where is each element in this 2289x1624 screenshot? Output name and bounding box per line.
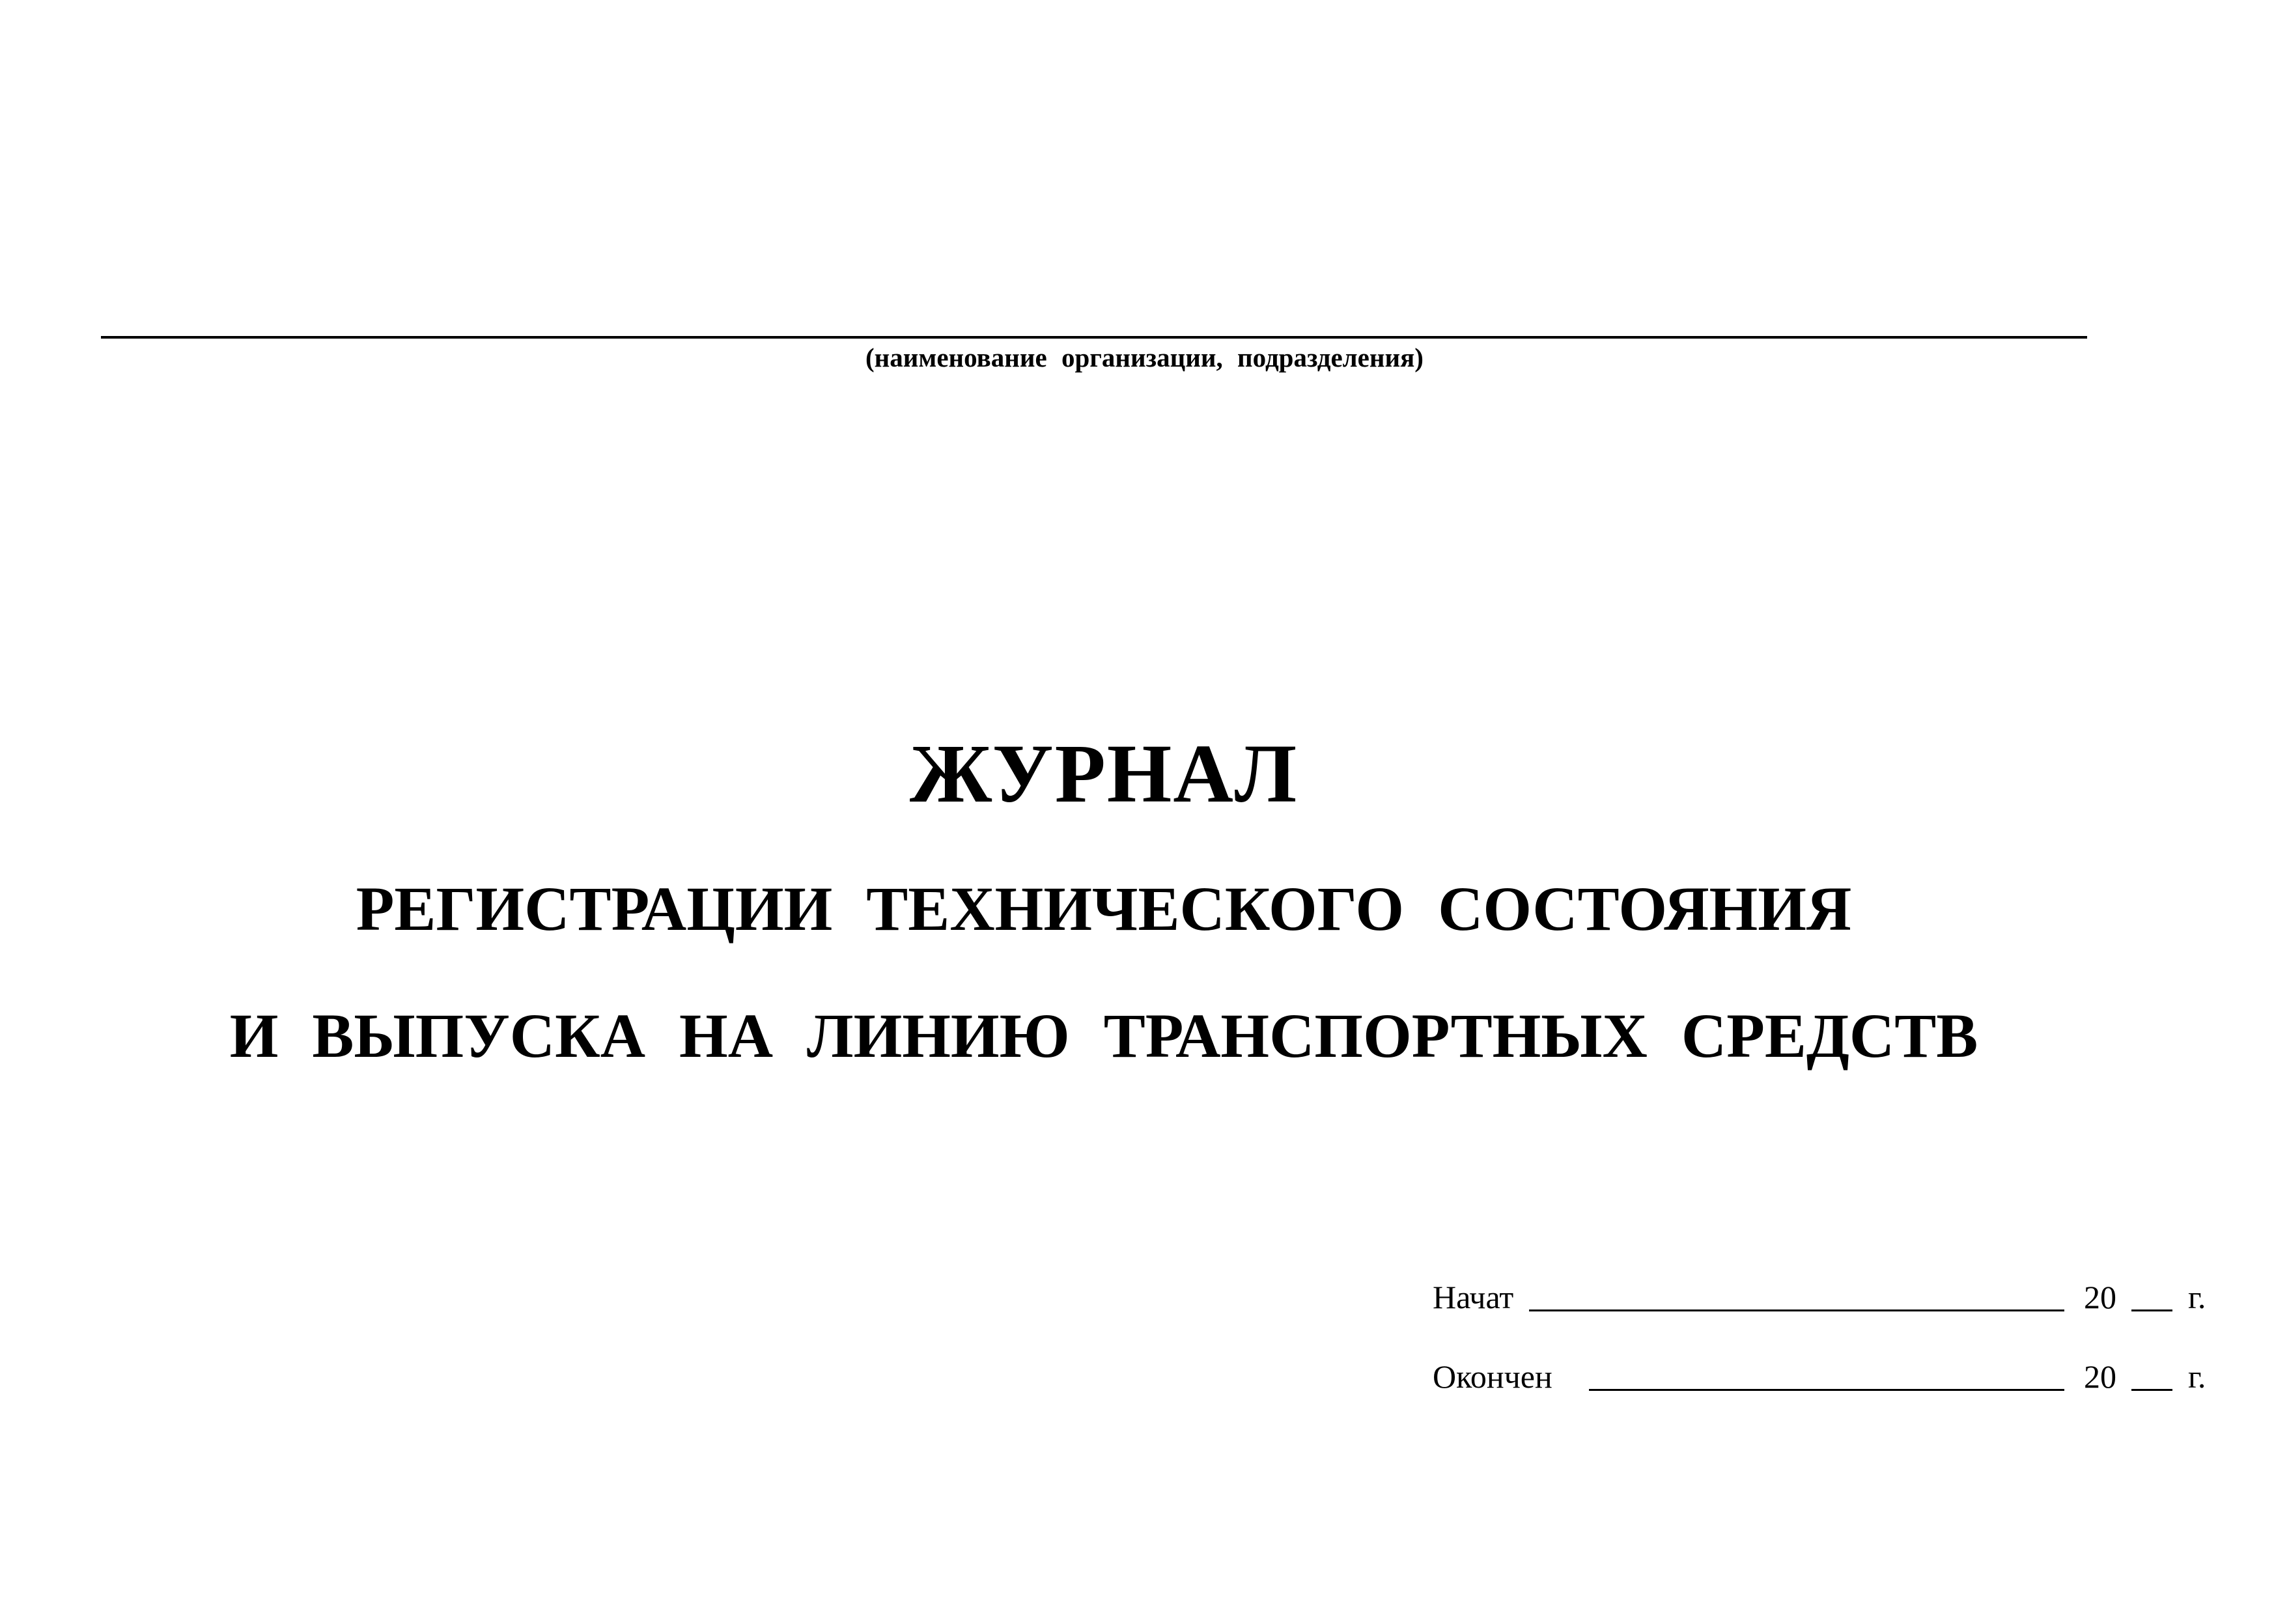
- started-year-blank[interactable]: [2131, 1309, 2172, 1311]
- started-year-prefix: 20: [2084, 1279, 2116, 1315]
- ended-year-prefix: 20: [2084, 1358, 2116, 1395]
- started-year-suffix: г.: [2188, 1279, 2206, 1315]
- ended-year-suffix: г.: [2188, 1358, 2206, 1395]
- organization-name-line[interactable]: [101, 336, 2087, 339]
- ended-year-blank[interactable]: [2131, 1389, 2172, 1391]
- ended-label: Окончен: [1433, 1358, 1552, 1395]
- journal-title: ЖУРНАЛ: [909, 727, 1299, 820]
- ended-date-blank[interactable]: [1589, 1389, 2064, 1391]
- started-date-blank[interactable]: [1529, 1309, 2064, 1311]
- started-label: Начат: [1433, 1279, 1514, 1315]
- journal-subtitle-line-1: РЕГИСТРАЦИИ ТЕХНИЧЕСКОГО СОСТОЯНИЯ: [356, 874, 1852, 944]
- organization-caption: (наименование организации, подразделения): [865, 343, 1424, 372]
- journal-subtitle-line-2: И ВЫПУСКА НА ЛИНИЮ ТРАНСПОРТНЫХ СРЕДСТВ: [229, 1001, 1978, 1071]
